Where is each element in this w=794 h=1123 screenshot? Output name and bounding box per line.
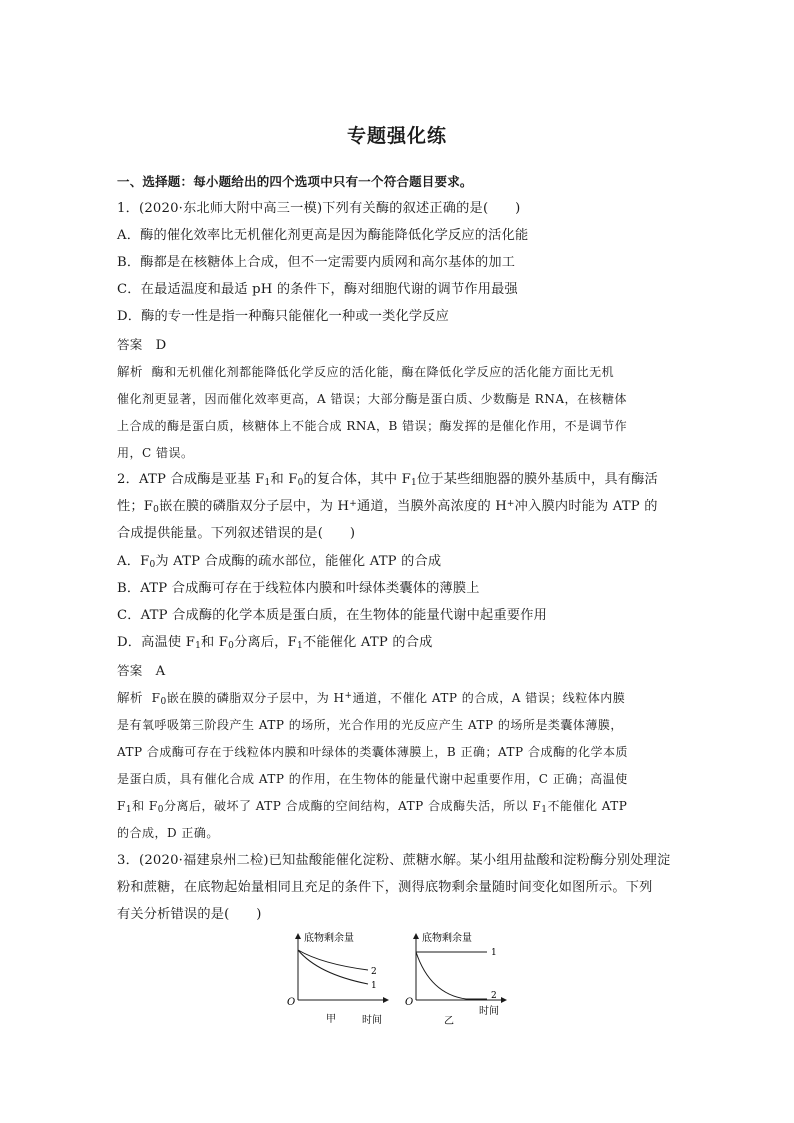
q1-explain-line: 用，C 错误。 bbox=[117, 446, 194, 460]
curve-2 bbox=[416, 952, 487, 999]
section-heading: 一、选择题：每小题给出的四个选项中只有一个符合题目要求。 bbox=[117, 174, 473, 189]
q2-explain-line: 的合成，D 正确。 bbox=[117, 826, 219, 840]
curve-label: 2 bbox=[371, 967, 377, 977]
q2-stem-line2: 性；$F_0$嵌在膜的磷脂双分子层中，为 H+通道，当膜外高浓度的 H+冲入膜内时能为 ATP 的 bbox=[117, 499, 658, 515]
q2-option-a[interactable]: A．$F_0$为 ATP 合成酶的疏水部位，能催化 ATP 的合成 bbox=[117, 554, 442, 570]
q1-explain-line: 上合成的酶是蛋白质，核糖体上不能合成 RNA，B 错误；酶发挥的是催化作用，不是调节作 bbox=[117, 419, 628, 433]
q1-stem: 1．(2020·东北师大附中高三一模)下列有关酶的叙述正确的是( ) bbox=[117, 201, 521, 216]
explain-label: 解析 bbox=[117, 690, 144, 705]
origin-label: O bbox=[287, 997, 296, 1008]
q1-option-c[interactable]: C．在最适温度和最适 pH 的条件下，酶对细胞代谢的调节作用最强 bbox=[117, 282, 518, 297]
graph-caption: 甲 bbox=[326, 1014, 336, 1025]
q3-stem-line1: 3．(2020·福建泉州二检)已知盐酸能催化淀粉、蔗糖水解。某小组用盐酸和淀粉酶分别处理淀 bbox=[117, 853, 671, 868]
q1-option-b[interactable]: B．酶都是在核糖体上合成，但不一定需要内质网和高尔基体的加工 bbox=[117, 255, 516, 270]
q2-option-c[interactable]: C．ATP 合成酶的化学本质是蛋白质，在生物体的能量代谢中起重要作用 bbox=[117, 608, 547, 623]
q2-stem-line1: 2．ATP 合成酶是亚基 $F_1$和 $F_0$的复合体，其中 $F_1$位于某些细胞器的膜外基质中，具有酶活 bbox=[117, 472, 658, 488]
graph-right bbox=[405, 931, 506, 1027]
curve-label: 1 bbox=[371, 981, 377, 991]
answer-label: 答案 bbox=[117, 337, 143, 352]
q2-option-d[interactable]: D．高温使 $F_1$和 $F_0$分离后，$F_1$不能催化 ATP 的合成 bbox=[117, 635, 433, 651]
q2-stem-line3: 合成提供能量。下列叙述错误的是( ) bbox=[117, 526, 356, 541]
explain-label: 解析 bbox=[117, 364, 144, 379]
graph-caption: 乙 bbox=[444, 1016, 454, 1027]
q1-option-d[interactable]: D．酶的专一性是指一种酶只能催化一种或一类化学反应 bbox=[117, 309, 450, 324]
q1-explain-line: 解析 酶和无机催化剂都能降低化学反应的活化能，酶在降低化学反应的活化能方面比无机 bbox=[117, 364, 615, 379]
q2-answer bbox=[117, 661, 677, 682]
x-axis-label: 时间 bbox=[362, 1015, 382, 1026]
graph-left bbox=[287, 931, 388, 1026]
page-title: 专题强化练 bbox=[346, 125, 447, 147]
answer-label: 答案 bbox=[117, 663, 143, 678]
y-axis-label: 底物剩余量 bbox=[304, 933, 354, 944]
q2-explain-line: 是蛋白质，具有催化合成 ATP 的作用，在生物体的能量代谢中起重要作用，C 正确；高温使 bbox=[117, 772, 628, 786]
q2-explain-line: 是有氧呼吸第三阶段产生 ATP 的场所，光合作用的光反应产生 ATP 的场所是类囊体薄膜， bbox=[117, 718, 623, 732]
figure-graphs bbox=[282, 930, 522, 1030]
graphs-svg bbox=[282, 930, 522, 1030]
q2-explain-line: $F_1$和 $F_0$分离后，破坏了 ATP 合成酶的空间结构，ATP 合成酶失活，所以 $F_1$不能催化 ATP bbox=[117, 799, 628, 815]
x-axis-label: 时间 bbox=[479, 1006, 499, 1017]
y-axis-label: 底物剩余量 bbox=[422, 933, 472, 944]
q1-answer bbox=[117, 335, 677, 356]
q2-option-b[interactable]: B．ATP 合成酶可存在于线粒体内膜和叶绿体类囊体的薄膜上 bbox=[117, 581, 480, 596]
q2-explain-line: ATP 合成酶可存在于线粒体内膜和叶绿体的类囊体薄膜上，B 正确；ATP 合成酶的化学本质 bbox=[117, 745, 628, 759]
q3-stem-line3: 有关分析错误的是( ) bbox=[117, 907, 262, 922]
answer-value: A bbox=[155, 664, 166, 679]
q2-explain-line: 解析 $F_0$嵌在膜的磷脂双分子层中，为 H+通道，不催化 ATP 的合成，A 错误；线粒体内膜 bbox=[117, 690, 626, 707]
q1-explain-line: 催化剂更显著，因而催化效率更高，A 错误；大部分酶是蛋白质、少数酶是 RNA，在核糖体 bbox=[117, 392, 627, 406]
q3-stem-line2: 粉和蔗糖，在底物起始量相同且充足的条件下，测得底物剩余量随时间变化如图所示。下列 bbox=[117, 880, 653, 895]
q1-option-a[interactable]: A．酶的催化效率比无机催化剂更高是因为酶能降低化学反应的活化能 bbox=[117, 228, 529, 243]
curve-label: 2 bbox=[491, 991, 497, 1001]
answer-value: D bbox=[155, 338, 167, 353]
origin-label: O bbox=[405, 997, 414, 1008]
curve-label: 1 bbox=[491, 948, 497, 958]
